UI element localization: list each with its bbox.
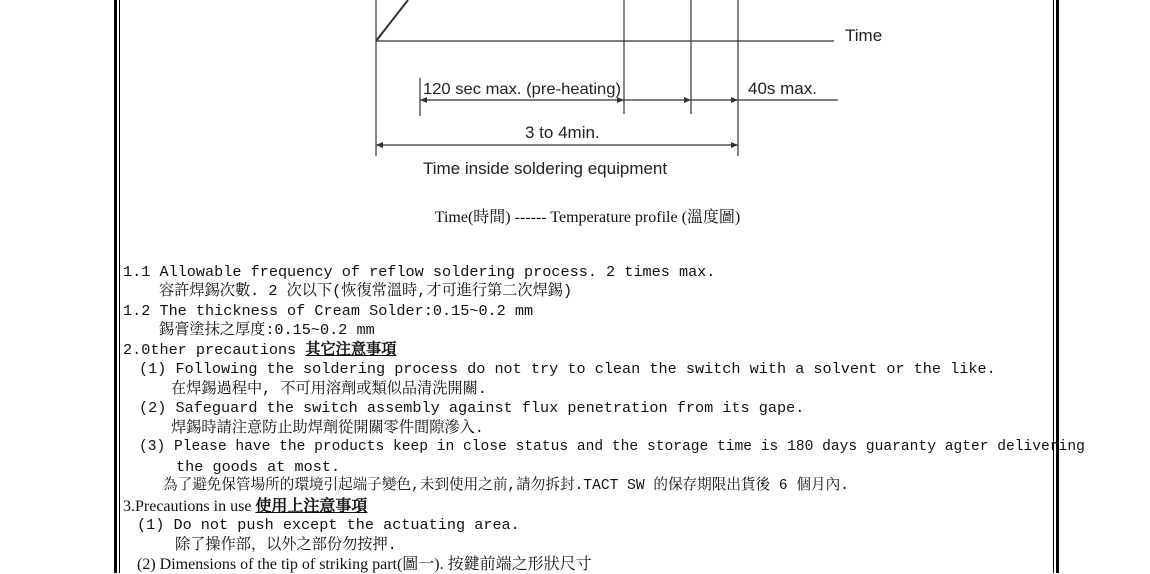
cream-solder-thickness-chinese: 錫膏塗抹之厚度:0.15~0.2 mm: [159, 321, 375, 339]
precaution-2-chinese: 焊錫時請注意防止助焊劑從開關零件間隙滲入.: [171, 419, 484, 437]
arrow-peak-left: [684, 97, 691, 103]
other-precautions-chinese: 其它注意事項: [305, 341, 397, 359]
use-1-line: (1) Do not push except the actuating area.: [137, 516, 520, 534]
precaution-1-line: (1) Following the soldering process do not try to clean the switch with a solvent or the like.: [139, 360, 996, 378]
other-precautions-label: 2.0ther precautions: [123, 341, 306, 359]
peak-label: 40s max.: [748, 79, 817, 98]
figure-caption: Time(時間) ------ Temperature profile (溫度圖): [434, 209, 741, 226]
reflow-frequency-chinese: 容許焊錫次數. 2 次以下(恢復常溫時,才可進行第二次焊錫): [159, 282, 573, 300]
total-time-label: 3 to 4min.: [525, 123, 600, 142]
other-precautions-heading: [123, 341, 396, 360]
precautions-in-use-chinese: 使用上注意事項: [255, 498, 368, 515]
temperature-profile-diagram: [0, 0, 1150, 200]
precaution-3-continued: the goods at most.: [176, 458, 341, 476]
arrow-total-right: [731, 142, 738, 148]
precaution-1-chinese: 在焊錫過程中, 不可用溶劑或類似品清洗開關.: [171, 380, 487, 398]
precaution-2-line: (2) Safeguard the switch assembly against flux penetration from its gape.: [139, 399, 805, 417]
precaution-3-line: (3) Please have the products keep in close status and the storage time is 180 days guaranty agter delivering: [139, 439, 1085, 455]
preheat-label: 120 sec max. (pre-heating): [423, 81, 621, 98]
axis-time-label: Time: [845, 26, 883, 45]
arrow-total-left: [376, 142, 383, 148]
precautions-in-use-label: 3.Precautions in use: [123, 498, 256, 515]
temperature-ramp-line: [376, 0, 408, 41]
use-2-line: (2) Dimensions of the tip of striking part(圖一). 按鍵前端之形狀尺寸: [137, 556, 592, 573]
precaution-3-chinese: 為了避免保管場所的環境引起端子變色,未到使用之前,請勿拆封.TACT SW 的保存期限出貨後 6 個月內.: [163, 478, 849, 494]
reflow-frequency-line: 1.1 Allowable frequency of reflow soldering process. 2 times max.: [123, 263, 716, 281]
precautions-in-use-heading: [123, 497, 367, 516]
use-1-chinese: 除了操作部，以外之部份勿按押.: [175, 536, 397, 554]
inside-equipment-label: Time inside soldering equipment: [423, 159, 668, 178]
arrow-peak-right: [731, 97, 738, 103]
cream-solder-thickness-line: 1.2 The thickness of Cream Solder:0.15~0.2 mm: [123, 302, 534, 320]
